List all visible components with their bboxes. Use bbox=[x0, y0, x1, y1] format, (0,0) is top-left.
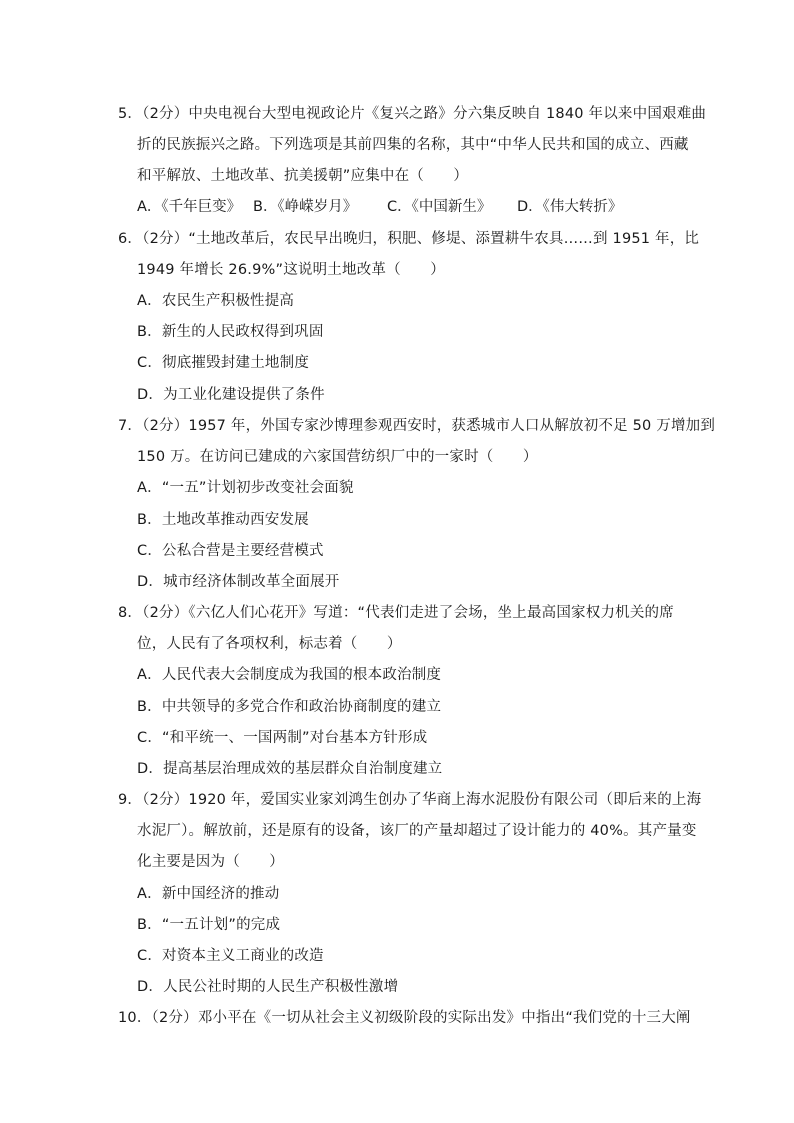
question-6-line-1: 6．（2分）“土地改革后，农民早出晚归，积肥、修堤、添置耕牛农具……到 1951 年，比 bbox=[118, 231, 700, 247]
question-8-option-b[interactable]: B．中共领导的多党合作和政治协商制度的建立 bbox=[137, 699, 442, 715]
question-10-line-1: 10．（2分）邓小平在《一切从社会主义初级阶段的实际出发》中指出“我们党的十三大阐 bbox=[118, 1010, 691, 1026]
question-7-option-d[interactable]: D．城市经济体制改革全面展开 bbox=[137, 574, 340, 590]
question-8-option-d[interactable]: D．提高基层治理成效的基层群众自治制度建立 bbox=[137, 761, 443, 777]
question-5-line-3: 和平解放、土地改革、抗美援朝”应集中在（ ） bbox=[137, 168, 469, 184]
question-5-option-a[interactable]: A．《千年巨变》 bbox=[137, 199, 242, 215]
question-7-option-b[interactable]: B．土地改革推动西安发展 bbox=[137, 512, 309, 528]
question-9-option-b[interactable]: B．“一五计划”的完成 bbox=[137, 917, 281, 933]
question-5-option-d[interactable]: D．《伟大转折》 bbox=[517, 199, 623, 215]
question-8-line-1: 8．（2分）《六亿人们心花开》写道：“代表们走进了会场，坐上最高国家权力机关的席 bbox=[118, 605, 674, 621]
question-8-option-c[interactable]: C．“和平统一、一国两制”对台基本方针形成 bbox=[137, 730, 428, 746]
question-5-line-2: 折的民族振兴之路。下列选项是其前四集的名称，其中“中华人民共和国的成立、西藏 bbox=[137, 137, 689, 153]
question-7-line-2: 150 万。在访问已建成的六家国营纺织厂中的一家时（ ） bbox=[137, 449, 538, 465]
question-9-option-c[interactable]: C．对资本主义工商业的改造 bbox=[137, 948, 324, 964]
question-5-option-b[interactable]: B．《峥嵘岁月》 bbox=[253, 199, 358, 215]
question-6-option-b[interactable]: B．新生的人民政权得到巩固 bbox=[137, 324, 324, 340]
question-7-line-1: 7．（2分）1957 年，外国专家沙博理参观西安时，获悉城市人口从解放初不足 50 万增加到 bbox=[118, 418, 716, 434]
question-6-line-2: 1949 年增长 26.9%”这说明土地改革（ ） bbox=[137, 262, 445, 278]
question-9-line-3: 化主要是因为（ ） bbox=[137, 854, 284, 870]
question-9-line-2: 水泥厂）。解放前，还是原有的设备，该厂的产量却超过了设计能力的 40%。其产量变 bbox=[137, 823, 697, 839]
question-6-option-c[interactable]: C．彻底摧毁封建土地制度 bbox=[137, 355, 310, 371]
question-6-option-a[interactable]: A．农民生产积极性提高 bbox=[137, 293, 295, 309]
question-8-option-a[interactable]: A．人民代表大会制度成为我国的根本政治制度 bbox=[137, 667, 442, 683]
question-5-line-1: 5．（2分）中央电视台大型电视政论片《复兴之路》分六集反映自 1840 年以来中国艰难曲 bbox=[118, 106, 707, 122]
question-9-option-d[interactable]: D．人民公社时期的人民生产积极性激增 bbox=[137, 979, 399, 995]
question-7-option-c[interactable]: C．公私合营是主要经营模式 bbox=[137, 543, 324, 559]
question-8-line-2: 位，人民有了各项权利，标志着（ ） bbox=[137, 636, 402, 652]
question-5-option-c[interactable]: C．《中国新生》 bbox=[387, 199, 492, 215]
question-7-option-a[interactable]: A．“一五”计划初步改变社会面貌 bbox=[137, 480, 354, 496]
question-9-line-1: 9．（2分）1920 年，爱国实业家刘鸿生创办了华商上海水泥股份有限公司（即后来的上海 bbox=[118, 792, 702, 808]
question-9-option-a[interactable]: A．新中国经济的推动 bbox=[137, 886, 280, 902]
question-6-option-d[interactable]: D．为工业化建设提供了条件 bbox=[137, 387, 325, 403]
